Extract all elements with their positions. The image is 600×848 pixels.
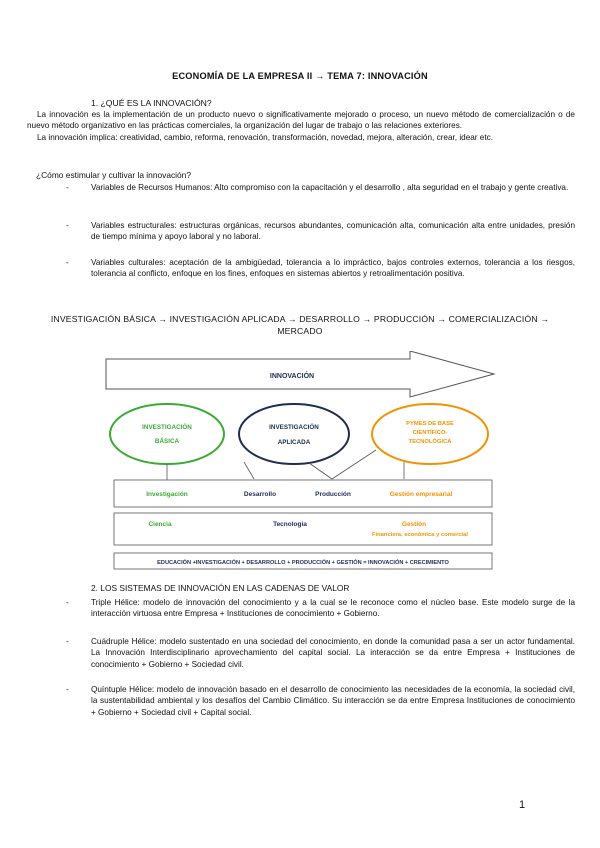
row2-tecnologia: Tecnología (273, 521, 307, 528)
list-item-text: Quíntuple Hélice: modelo de innovación basado en el desarrollo de conocimiento las necesidades de la economía, la sociedad civil, la sustentabilidad ambiental y los desafíos del Cambio Climático. Su interacción se da entre Empresa Instituciones de conocimiento + Gobierno + Sociedad civil + Capital social. (91, 685, 575, 717)
list-item-text: Variables estructurales: estructuras orgánicas, recursos abundantes, comunicación alta, comunicación alta entre unidades, presión de tiempo mínima y apoyo laboral y no laboral. (91, 221, 575, 242)
list-item-text: Variables culturales: aceptación de la ambigüedad, tolerancia a lo impráctico, bajos controles externos, tolerancia a los riesgos, tolerancia al conflicto, enfoque en los fines, enfoques en sistemas abiertos y retroalimentación positiva. (91, 258, 575, 279)
row1-gestion-empresarial: Gestión empresarial (389, 491, 453, 498)
list-item-text: Cuádruple Hélice: modelo sustentado en una sociedad del conocimiento, en donde la comunidad pasa a ser un actor fundamental. La Innovación Interdisciplinario aprovechamiento del capital social. La interacción se da entre Empresa + Instituciones de conocimiento + Gobierno + Sociedad civil. (91, 637, 575, 669)
row1-investigacion: Investigación (146, 491, 188, 498)
ellipse2-line1: INVESTIGACIÓN (269, 424, 319, 431)
section1-body (27, 109, 575, 143)
ellipse3-line3: TECNOLÓGICA (408, 439, 452, 445)
ellipse1-line1: INVESTIGACIÓN (142, 424, 192, 431)
row2-financiera: Financiera, económica y comercial (371, 532, 469, 538)
row2-gestion: Gestión (401, 521, 427, 528)
page-number: 1 (519, 799, 526, 811)
list-item (66, 684, 575, 718)
ellipse1-line2: BÁSICA (154, 438, 180, 445)
list-item (66, 597, 575, 620)
list-item (66, 636, 575, 670)
innovation-flow-text: INVESTIGACIÓN BÁSICA → INVESTIGACIÓN APLICADA → DESARROLLO → PRODUCCIÓN → COMERCIALIZACIÓN → MERCADO (50, 314, 550, 336)
list-item (66, 257, 575, 280)
list-item (66, 182, 575, 193)
innovation-diagram (104, 351, 496, 573)
ellipse-basic-research (110, 404, 224, 464)
page-title: ECONOMÍA DE LA EMPRESA II → TEMA 7: INNOVACIÓN (172, 71, 428, 81)
row2-box (114, 513, 492, 545)
section2-heading: 2. LOS SISTEMAS DE INNOVACIÓN EN LAS CADENAS DE VALOR (91, 583, 350, 593)
section1-question: ¿Cómo estimular y cultivar la innovación? (36, 170, 191, 180)
row1-produccion: Producción (315, 491, 351, 498)
row3-equation: EDUCACIÓN +INVESTIGACIÓN + DESARROLLO + PRODUCCIÓN + GESTIÓN = INNOVACIÓN + CRECIMIENTO (157, 560, 449, 566)
dash-bullet: - (66, 685, 69, 694)
ellipse3-line2: CIENTÍFICO- (412, 430, 448, 436)
dash-bullet: - (66, 258, 69, 267)
dash-bullet: - (66, 637, 69, 646)
section1-paragraph2: La innovación implica: creatividad, cambio, reforma, renovación, transformación, novedad, mejora, alteración, crear, idear etc. (37, 132, 493, 142)
dash-bullet: - (66, 221, 69, 230)
list-item (66, 220, 575, 243)
section1-heading: 1. ¿QUÉ ES LA INNOVACIÓN? (91, 98, 212, 108)
section1-paragraph1: La innovación es la implementación de un producto nuevo o significativamente mejorado o proceso, un nuevo método de comercialización o de nuevo método organizativo en las prácticas comerciales, la organización del lugar de trabajo o las relaciones exteriores. (27, 110, 575, 131)
ellipse2-line2: APLICADA (277, 439, 311, 446)
row1-desarrollo: Desarrollo (243, 491, 277, 498)
innovation-arrow-label: INNOVACIÓN (269, 373, 315, 380)
dash-bullet: - (66, 598, 69, 607)
dash-bullet: - (66, 183, 69, 192)
ellipse3-line1: PYMES DE BASE (406, 421, 454, 427)
ellipse-applied-research (239, 404, 349, 464)
list-item-text: Variables de Recursos Humanos: Alto compromiso con la capacitación y el desarrollo , alta seguridad en el trabajo y gente creativa. (91, 183, 569, 192)
list-item-text: Triple Hélice: modelo de innovación del conocimiento y a la cual se le reconoce como el núcleo base. Este modelo surge de la interacción virtuosa entre Empresa + Instituciones de conocimiento + Gobierno. (91, 598, 575, 619)
row2-ciencia: Ciencia (148, 521, 172, 528)
